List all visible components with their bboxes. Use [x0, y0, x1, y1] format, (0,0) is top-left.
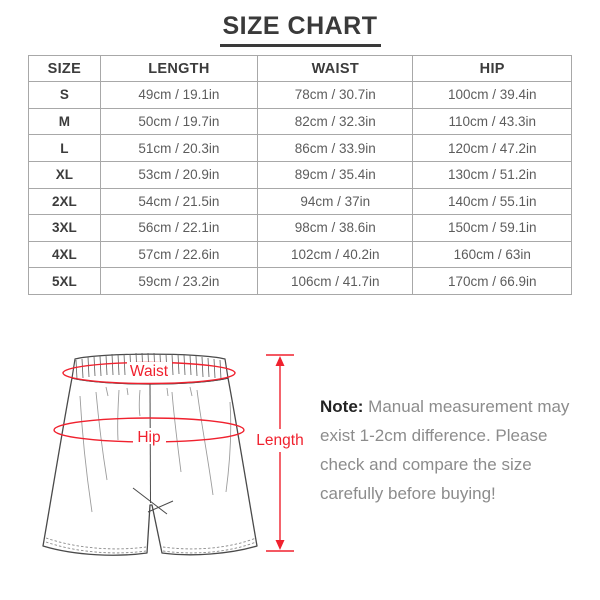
- cell-waist: 89cm / 35.4in: [258, 161, 413, 188]
- cell-size: 4XL: [29, 241, 101, 268]
- cell-size: 5XL: [29, 268, 101, 295]
- cell-length: 50cm / 19.7in: [100, 108, 257, 135]
- cell-hip: 150cm / 59.1in: [413, 215, 572, 242]
- cell-length: 56cm / 22.1in: [100, 215, 257, 242]
- cell-hip: 170cm / 66.9in: [413, 268, 572, 295]
- hip-label: Hip: [137, 429, 161, 446]
- length-arrow-up: [276, 356, 285, 366]
- cell-length: 53cm / 20.9in: [100, 161, 257, 188]
- cell-length: 54cm / 21.5in: [100, 188, 257, 215]
- table-row: [29, 161, 572, 188]
- cell-size: 2XL: [29, 188, 101, 215]
- cell-length: 51cm / 20.3in: [100, 135, 257, 162]
- column-header-size: SIZE: [29, 56, 101, 82]
- cell-length: 59cm / 23.2in: [100, 268, 257, 295]
- length-arrow-down: [276, 540, 285, 550]
- size-chart-table: [28, 55, 572, 295]
- cell-waist: 98cm / 38.6in: [258, 215, 413, 242]
- table-row: [29, 268, 572, 295]
- cell-size: S: [29, 82, 101, 109]
- cell-hip: 140cm / 55.1in: [413, 188, 572, 215]
- cell-hip: 120cm / 47.2in: [413, 135, 572, 162]
- note-body: Manual measurement may exist 1-2cm difference. Please check and compare the size carefully before buying!: [320, 397, 570, 503]
- table-row: [29, 82, 572, 109]
- cell-size: 3XL: [29, 215, 101, 242]
- cell-waist: 82cm / 32.3in: [258, 108, 413, 135]
- table-row: [29, 188, 572, 215]
- cell-hip: 110cm / 43.3in: [413, 108, 572, 135]
- title-wrap: [0, 12, 600, 47]
- shorts-measurement-diagram: [20, 340, 320, 595]
- cell-waist: 78cm / 30.7in: [258, 82, 413, 109]
- cell-size: XL: [29, 161, 101, 188]
- cell-hip: 160cm / 63in: [413, 241, 572, 268]
- cell-length: 57cm / 22.6in: [100, 241, 257, 268]
- cell-hip: 100cm / 39.4in: [413, 82, 572, 109]
- cell-size: L: [29, 135, 101, 162]
- waist-label: Waist: [129, 363, 169, 380]
- column-header-waist: WAIST: [258, 56, 413, 82]
- cell-waist: 94cm / 37in: [258, 188, 413, 215]
- cell-length: 49cm / 19.1in: [100, 82, 257, 109]
- cell-waist: 102cm / 40.2in: [258, 241, 413, 268]
- table-row: [29, 108, 572, 135]
- table-row: [29, 135, 572, 162]
- table-header-row: [29, 56, 572, 82]
- cell-waist: 106cm / 41.7in: [258, 268, 413, 295]
- cell-waist: 86cm / 33.9in: [258, 135, 413, 162]
- length-dimension-line: [266, 355, 294, 551]
- column-header-length: LENGTH: [100, 56, 257, 82]
- table-row: [29, 241, 572, 268]
- page-title: SIZE CHART: [220, 12, 381, 47]
- cell-hip: 130cm / 51.2in: [413, 161, 572, 188]
- column-header-hip: HIP: [413, 56, 572, 82]
- note-text: [320, 392, 572, 508]
- table-row: [29, 215, 572, 242]
- cell-size: M: [29, 108, 101, 135]
- length-label: Length: [256, 432, 304, 449]
- note-label: Note:: [320, 397, 364, 416]
